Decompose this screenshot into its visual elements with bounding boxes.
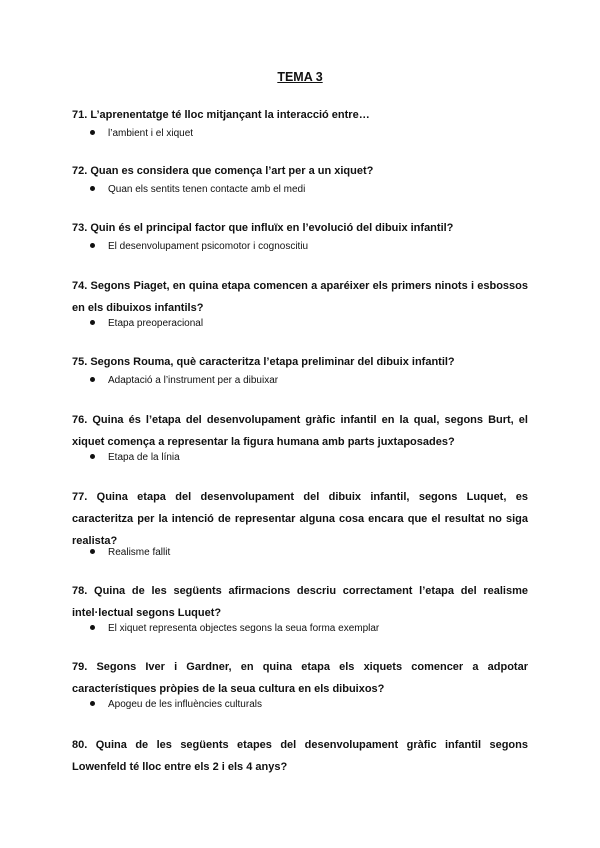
bullet-icon: [90, 625, 95, 630]
bullet-icon: [90, 243, 95, 248]
question-72: 72. Quan es considera que comença l’art per a un xiquet?: [72, 165, 374, 177]
bullet-icon: [90, 701, 95, 706]
answer-text: Realisme fallit: [108, 547, 171, 558]
answer-text: Adaptació a l’instrument per a dibuixar: [108, 375, 279, 386]
bullet-icon: [90, 549, 95, 554]
answer-72: [90, 183, 530, 197]
page-title: TEMA 3: [277, 70, 323, 84]
question-73: 73. Quin és el principal factor que influïx en l’evolució del dibuix infantil?: [72, 222, 454, 234]
bullet-icon: [90, 186, 95, 191]
question-78: 78. Quina de les següents afirmacions descriu correctament l’etapa del realisme intel·lectual segons Luquet?: [72, 585, 528, 619]
answer-text: El desenvolupament psicomotor i cognoscitiu: [108, 241, 309, 252]
question-77: 77. Quina etapa del desenvolupament del dibuix infantil, segons Luquet, es caracteritza per la intenció de representar alguna cosa encara que el resultat no siga realista?: [72, 491, 528, 547]
answer-78: [90, 622, 530, 636]
bullet-icon: [90, 454, 95, 459]
answer-text: Quan els sentits tenen contacte amb el medi: [108, 184, 306, 195]
answer-text: l’ambient i el xiquet: [108, 128, 194, 139]
answer-text: Apogeu de les influències culturals: [108, 699, 262, 710]
bullet-icon: [90, 130, 95, 135]
question-71: 71. L’aprenentatge té lloc mitjançant la interacció entre…: [72, 109, 370, 121]
answer-text: Etapa de la línia: [108, 452, 180, 463]
answer-79: [90, 698, 530, 712]
answer-73: [90, 240, 530, 254]
answer-76: [90, 451, 530, 465]
question-74: 74. Segons Piaget, en quina etapa comencen a aparéixer els primers ninots i esbossos en els dibuixos infantils?: [72, 280, 528, 314]
answer-text: Etapa preoperacional: [108, 318, 204, 329]
answer-75: [90, 374, 530, 388]
answer-71: [90, 127, 530, 141]
question-79: 79. Segons Iver i Gardner, en quina etapa els xiquets comencer a adpotar característiques pròpies de la seua cultura en els dibuixos?: [72, 661, 528, 695]
answer-74: [90, 317, 530, 331]
question-76: 76. Quina és l’etapa del desenvolupament gràfic infantil en la qual, segons Burt, el xiquet comença a representar la figura humana amb parts juxtaposades?: [72, 414, 528, 448]
bullet-icon: [90, 377, 95, 382]
answer-77: [90, 546, 530, 560]
question-80: 80. Quina de les següents etapes del desenvolupament gràfic infantil segons Lowenfeld té lloc entre els 2 i els 4 anys?: [72, 739, 528, 773]
answer-text: El xiquet representa objectes segons la seua forma exemplar: [108, 623, 380, 634]
bullet-icon: [90, 320, 95, 325]
question-75: 75. Segons Rouma, què caracteritza l’etapa preliminar del dibuix infantil?: [72, 356, 455, 368]
